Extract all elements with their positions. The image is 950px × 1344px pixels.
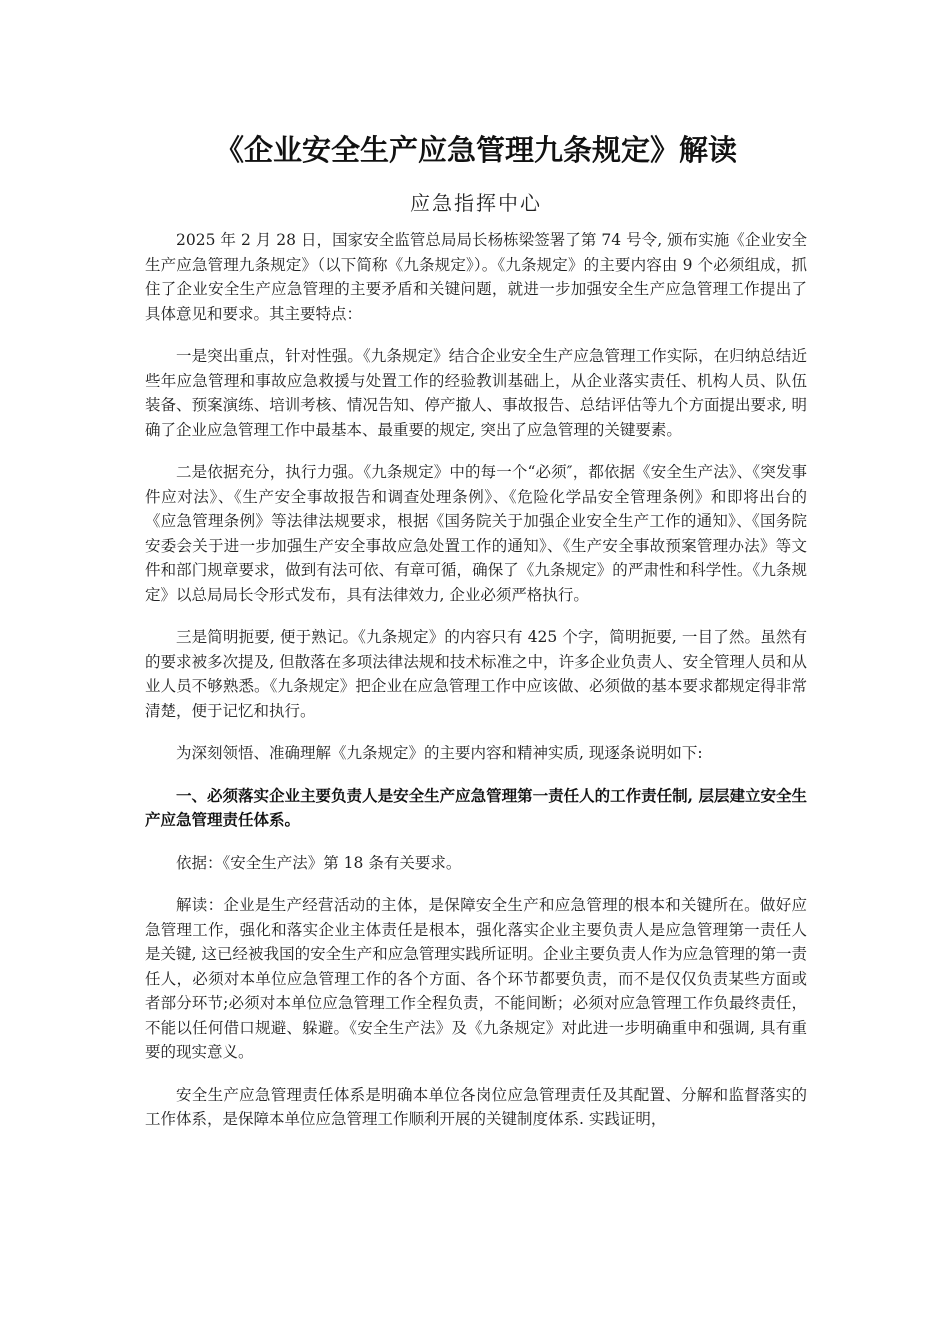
paragraph-intro: 2025 年 2 月 28 日，国家安全监管总局局长杨栋梁签署了第 74 号令, 颁布实施《企业安全生产应急管理九条规定》（以下简称《九条规定》）。《九条规定》的主要内容由 9 个必须组成，抓住了企业安全生产应急管理的主要矛盾和关键问题，就进一步加强安全生产应急管理工作提出了具体意见和要求。其主要特点：: [145, 231, 807, 323]
document-title: 《企业安全生产应急管理九条规定》解读: [214, 133, 737, 167]
paragraph-interpretation: 解读：企业是生产经营活动的主体，是保障安全生产和应急管理的根本和关键所在。做好应急管理工作，强化和落实企业主体责任是根本，强化落实企业主要负责人是应急管理第一责任人是关键, 这已经被我国的安全生产和应急管理实践所证明。企业主要负责人作为应急管理的第一责任人，必须对本单位应急管理工作的各个方面、各个环节都要负责，而不是仅仅负责某些方面或者部分环节;必须对本单位应急管理工作全程负责，不能间断；必须对应急管理工作负最终责任，不能以任何借口规避、躲避。《安全生产法》及《九条规定》对此进一步明确重申和强调, 具有重要的现实意义。: [145, 896, 807, 1061]
paragraph-transition: 为深刻领悟、准确理解《九条规定》的主要内容和精神实质, 现逐条说明如下:: [176, 744, 703, 762]
paragraph-responsibility-system: 安全生产应急管理责任体系是明确本单位各岗位应急管理责任及其配置、分解和监督落实的工作体系，是保障本单位应急管理工作顺利开展的关键制度体系. 实践证明，: [145, 1085, 807, 1128]
paragraph-feature-1: 一是突出重点，针对性强。《九条规定》结合企业安全生产应急管理工作实际，在归纳总结近些年应急管理和事故应急救援与处置工作的经验教训基础上，从企业落实责任、机构人员、队伍装备、预案演练、培训考核、情况告知、停产撤人、事故报告、总结评估等九个方面提出要求, 明确了企业应急管理工作中最基本、最重要的规定, 突出了应急管理的关键要素。: [145, 347, 807, 439]
paragraph-feature-2: 二是依据充分，执行力强。《九条规定》中的每一个“必须″，都依据《安全生产法》、《突发事件应对法》、《生产安全事故报告和调查处理条例》、《危险化学品安全管理条例》和即将出台的《应急管理条例》等法律法规要求，根据《国务院关于加强企业安全生产工作的通知》、《国务院安委会关于进一步加强生产安全事故应急处置工作的通知》、《生产安全事故预案管理办法》等文件和部门规章要求，做到有法可依、有章可循，确保了《九条规定》的严肃性和科学性。《九条规定》以总局局长令形式发布，具有法律效力, 企业必须严格执行。: [145, 463, 807, 604]
section-heading-1: 一、必须落实企业主要负责人是安全生产应急管理第一责任人的工作责任制, 层层建立安全生产应急管理责任体系。: [145, 785, 807, 829]
paragraph-basis: 依据：《安全生产法》第 18 条有关要求。: [176, 853, 462, 872]
paragraph-feature-3: 三是简明扼要, 便于熟记。《九条规定》的内容只有 425 个字，简明扼要, 一目了然。虽然有的要求被多次提及, 但散落在多项法律法规和技术标准之中，许多企业负责人、安全管理人员和从业人员不够熟悉。《九条规定》把企业在应急管理工作中应该做、必须做的基本要求都规定得非常清楚，便于记忆和执行。: [145, 628, 807, 720]
document-subtitle: 应急指挥中心: [410, 191, 542, 215]
document-page: [145, 128, 807, 1132]
